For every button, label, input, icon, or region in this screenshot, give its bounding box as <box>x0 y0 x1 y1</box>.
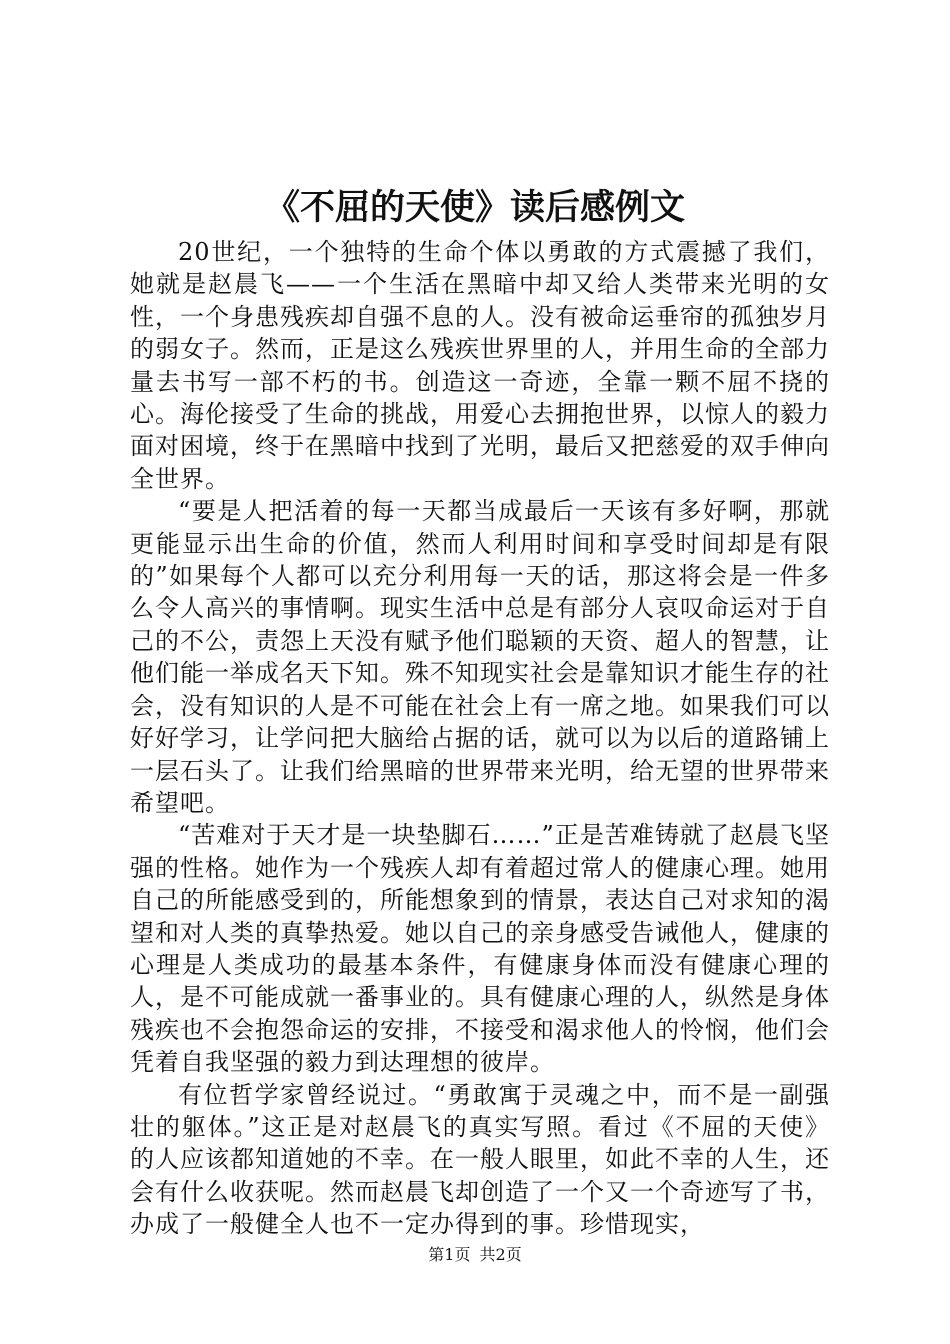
page-total: 共2页 <box>479 1245 522 1264</box>
paragraph-3: “苦难对于天才是一块垫脚石……”正是苦难铸就了赵晨飞坚强的性格。她作为一个残疾人却有着超过常人的健康心理。她用自己的所能感受到的，所能想象到的情景，表达自己对求知的渴望和对人类的真挚热爱。她以自己的亲身感受告诫他人，健康的心理是人类成功的最基本条件，有健康身体而没有健康心理的人，是不可能成就一番事业的。具有健康心理的人，纵然是身体残疾也不会抱怨命运的安排，不接受和渴求他人的怜悯，他们会凭着自我坚强的毅力到达理想的彼岸。 <box>130 821 830 1077</box>
paragraph-4: 有位哲学家曾经说过。“勇敢寓于灵魂之中，而不是一副强壮的躯体。”这正是对赵晨飞的真实写照。看过《不屈的天使》的人应该都知道她的不幸。在一般人眼里，如此不幸的人生，还会有什么收获呢。然而赵晨飞却创造了一个又一个奇迹写了书，办成了一般健全人也不一定办得到的事。珍惜现实， <box>130 1080 830 1239</box>
document-title: 《不屈的天使》读后感例文 <box>264 187 685 228</box>
paragraph-2: “要是人把活着的每一天都当成最后一天该有多好啊，那就更能显示出生命的价值，然而人利用时间和享受时间却是有限的”如果每个人都可以充分利用每一天的话，那这将会是一件多么令人高兴的事情啊。现实生活中总是有部分人哀叹命运对于自己的不公，责怨上天没有赋予他们聪颖的天资、超人的智慧，让他们能一举成名天下知。殊不知现实社会是靠知识才能生存的社会，没有知识的人是不可能在社会上有一席之地。如果我们可以好好学习，让学问把大脑给占据的话，就可以为以后的道路铺上一层石头了。让我们给黑暗的世界带来光明，给无望的世界带来希望吧。 <box>130 497 830 817</box>
page-footer <box>0 1245 950 1265</box>
document-body <box>130 236 830 1241</box>
paragraph-1: 20世纪，一个独特的生命个体以勇敢的方式震撼了我们，她就是赵晨飞——一个生活在黑暗中却又给人类带来光明的女性，一个身患残疾却自强不息的人。没有被命运垂帘的孤独岁月的弱女子。然而，正是这么残疾世界里的人，并用生命的全部力量去书写一部不朽的书。创造这一奇迹，全靠一颗不屈不挠的心。海伦接受了生命的挑战，用爱心去拥抱世界，以惊人的毅力面对困境，终于在黑暗中找到了光明，最后又把慈爱的双手伸向全世界。 <box>130 238 830 493</box>
page-number: 第1页 <box>428 1245 471 1264</box>
